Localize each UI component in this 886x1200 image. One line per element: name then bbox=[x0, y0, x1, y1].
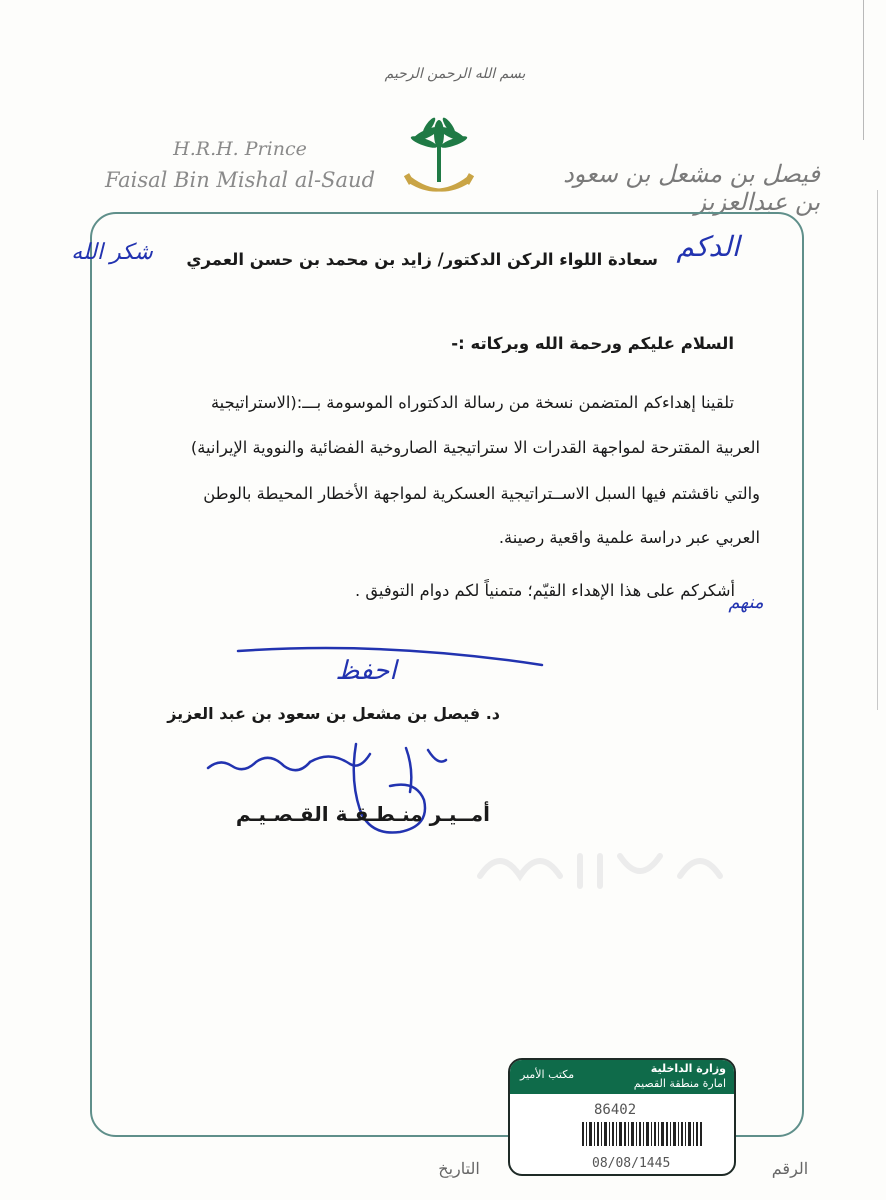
handwritten-annotation: الدكم bbox=[676, 230, 740, 263]
body-line: العربي عبر دراسة علمية واقعية رصينة. bbox=[498, 528, 760, 547]
scan-edge bbox=[863, 0, 864, 140]
footer-number-label: الرقم bbox=[771, 1159, 809, 1178]
stamp-ministry: وزارة الداخلية bbox=[650, 1062, 726, 1075]
scan-edge bbox=[877, 190, 878, 710]
barcode bbox=[582, 1122, 702, 1146]
watermark bbox=[470, 836, 730, 896]
signatory-title: أمــيـر منـطـقـة القـصـيـم bbox=[235, 802, 490, 826]
handwritten-annotation: شكر الله bbox=[71, 240, 153, 265]
closing-line: أشكركم على هذا الإهداء القيّم؛ متمنياً لكم دوام التوفيق . bbox=[355, 581, 735, 600]
title-en-line2: Faisal Bin Mishal al-Saud bbox=[104, 168, 376, 192]
stamp-date: 08/08/1445 bbox=[592, 1156, 671, 1171]
title-ar: فيصل بن مشعل بن سعود بن عبدالعزيز bbox=[563, 160, 820, 216]
addressee: سعادة اللواء الركن الدكتور/ زايد بن محمد بن حسن العمري bbox=[186, 250, 658, 269]
handwritten-annotation: منهم bbox=[728, 592, 764, 613]
stamp-header bbox=[510, 1060, 734, 1094]
signatory-name: د. فيصل بن مشعل بن سعود بن عبد العزيز bbox=[167, 704, 500, 723]
saudi-emblem-icon bbox=[404, 112, 474, 202]
body-line: تلقينا إهداءكم المتضمن نسخة من رسالة الدكتوراه الموسومة بـــ:(الاستراتيجية bbox=[210, 393, 734, 412]
body-line: العربية المقترحة لمواجهة القدرات الا ستراتيجية الصاروخية الفضائية والنووية الإيرانية) bbox=[190, 438, 760, 457]
footer-date-label: التاريخ bbox=[438, 1159, 480, 1178]
title-en-line1: H.R.H. Prince bbox=[173, 138, 307, 160]
stamp-office: مكتب الأمير bbox=[520, 1068, 575, 1081]
greeting: السلام عليكم ورحمة الله وبركاته :- bbox=[451, 334, 734, 353]
stamp-number: 86402 bbox=[594, 1102, 637, 1118]
incoming-stamp bbox=[508, 1058, 736, 1176]
body-line: والتي ناقشتم فيها السبل الاســتراتيجية العسكرية لمواجهة الأخطار المحيطة بالوطن bbox=[203, 484, 760, 503]
handwritten-annotation: احفظ bbox=[335, 656, 397, 686]
stamp-emirate: امارة منطقة القصيم bbox=[633, 1077, 726, 1090]
basmala: بسم الله الرحمن الرحيم bbox=[384, 66, 526, 82]
